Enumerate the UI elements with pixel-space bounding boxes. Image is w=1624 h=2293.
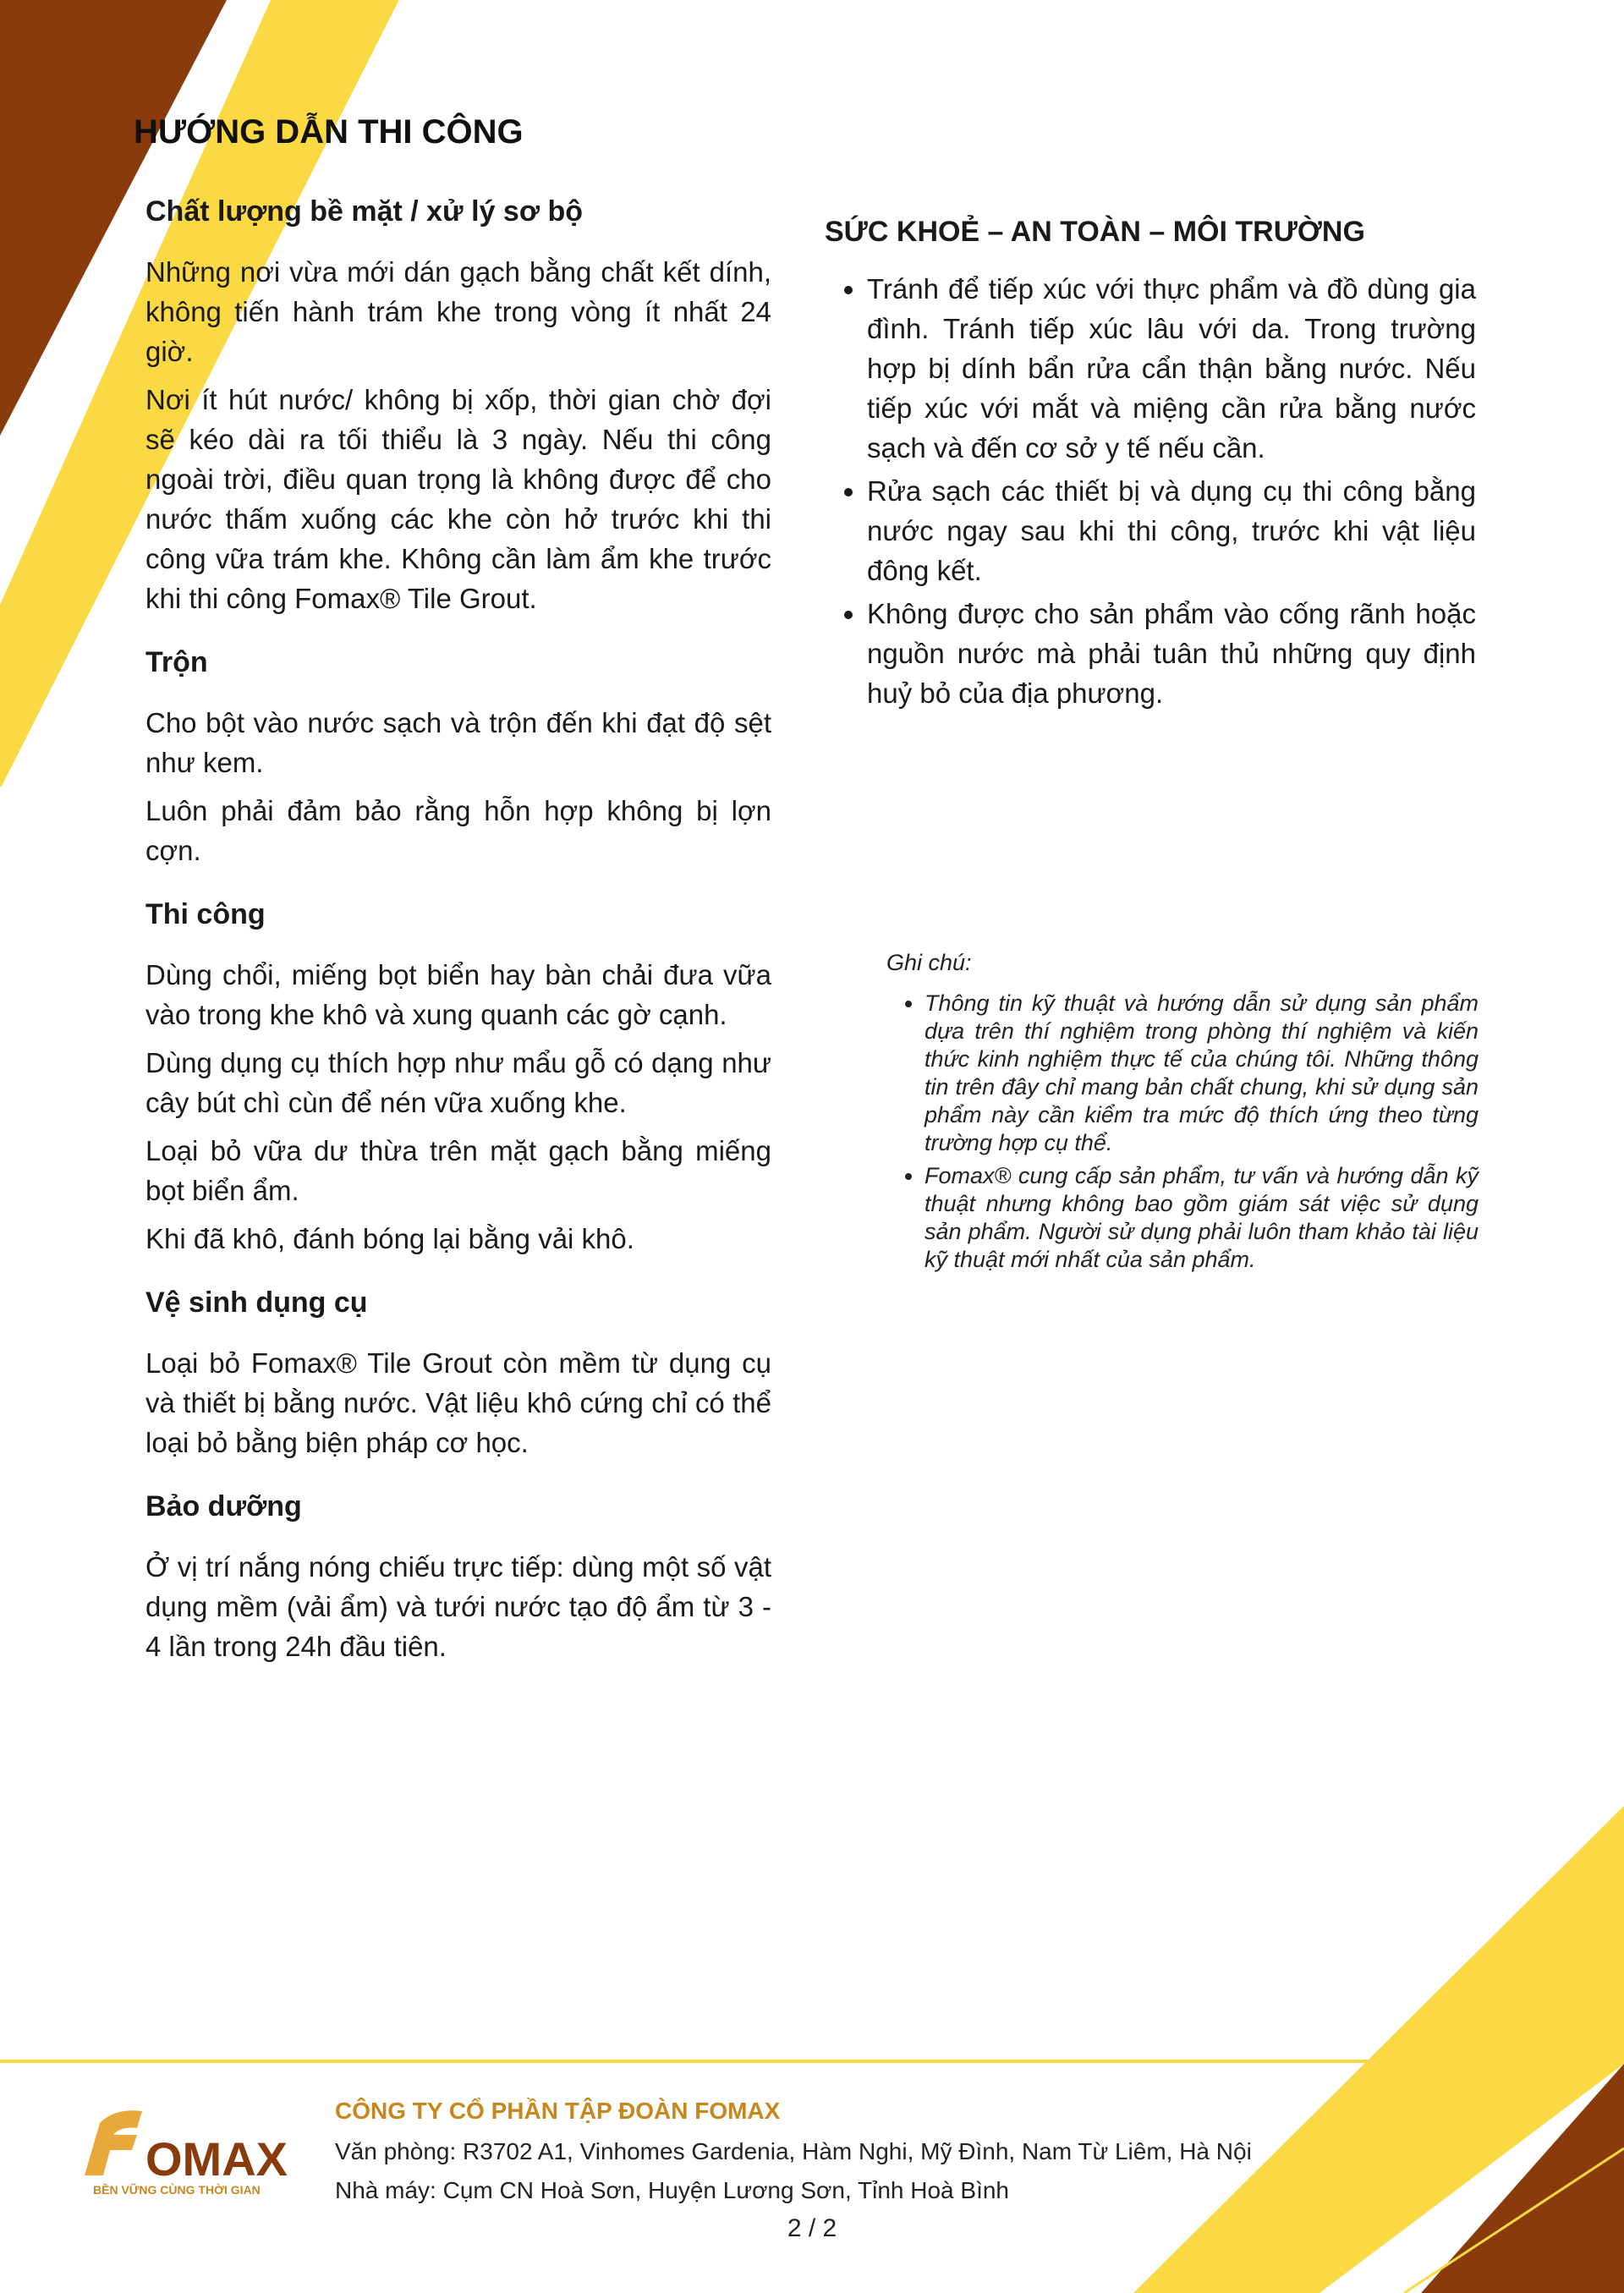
office-address: Văn phòng: R3702 A1, Vinhomes Gardenia, Hàm Nghi, Mỹ Đình, Nam Từ Liêm, Hà Nội <box>335 2138 1252 2164</box>
logo-tagline: BỀN VỮNG CÙNG THỜI GIAN <box>93 2183 261 2197</box>
section-heading: Vệ sinh dụng cụ <box>145 1286 368 1319</box>
section-application <box>145 896 771 1259</box>
safety-item: • Rửa sạch các thiết bị và dụng cụ thi công bằng nước ngay sau khi thi công, trước khi vật liệu đông kết. <box>867 471 1476 590</box>
safety-item: • Không được cho sản phẩm vào cống rãnh hoặc nguồn nước mà phải tuân thủ những quy định huỷ bỏ của địa phương. <box>867 594 1476 713</box>
section-paragraph: Cho bột vào nước sạch và trộn đến khi đạt độ sệt như kem. <box>145 707 771 778</box>
safety-list <box>825 269 1476 713</box>
section-paragraph: Ở vị trí nắng nóng chiếu trực tiếp: dùng một số vật dụng mềm (vải ẩm) và tưới nước tạo độ ẩm từ 3 - 4 lần trong 24h đầu tiên. <box>145 1551 771 1662</box>
logo-f-mark <box>85 2110 142 2175</box>
factory-address: Nhà máy: Cụm CN Hoà Sơn, Huyện Lương Sơn, Tỉnh Hoà Bình <box>335 2177 1010 2203</box>
section-curing <box>145 1488 771 1666</box>
notes-title: Ghi chú: <box>886 950 972 975</box>
note-item: • Fomax® cung cấp sản phẩm, tư vấn và hướng dẫn kỹ thuật nhưng không bao gồm giám sát việc sử dụng sản phẩm. Người sử dụng phải luôn tham khảo tài liệu kỹ thuật mới nhất của sản phẩm. <box>924 1162 1479 1274</box>
section-paragraph: Dùng chổi, miếng bọt biển hay bàn chải đưa vữa vào trong khe khô và xung quanh các gờ cạnh. <box>145 959 771 1030</box>
section-paragraph: Những nơi vừa mới dán gạch bằng chất kết dính, không tiến hành trám khe trong vòng ít nhất 24 giờ. <box>145 256 771 367</box>
section-cleaning <box>145 1284 771 1462</box>
section-paragraph: Khi đã khô, đánh bóng lại bằng vải khô. <box>145 1223 634 1254</box>
notes-block <box>886 947 1479 1279</box>
fomax-logo <box>64 2098 301 2199</box>
section-heading: Trộn <box>145 646 208 678</box>
section-mixing <box>145 644 771 870</box>
safety-item: • Tránh để tiếp xúc với thực phẩm và đồ dùng gia đình. Tránh tiếp xúc lâu với da. Trong trường hợp bị dính bẩn rửa cẩn thận bằng nước. Nếu tiếp xúc với mắt và miệng cần rửa bằng nước sạch và đến cơ sở y tế nếu cần. <box>867 269 1476 468</box>
section-paragraph: Loại bỏ vữa dư thừa trên mặt gạch bằng miếng bọt biển ẩm. <box>145 1135 771 1206</box>
section-paragraph: Nơi ít hút nước/ không bị xốp, thời gian chờ đợi sẽ kéo dài ra tối thiểu là 3 ngày. Nếu thi công ngoài trời, điều quan trọng là không được để cho nước thấm xuống các khe còn hở trước khi thi công vữa trám khe. Không cần làm ẩm khe trước khi thi công Fomax® Tile Grout. <box>145 384 771 614</box>
section-paragraph: Luôn phải đảm bảo rằng hỗn hợp không bị lợn cợn. <box>145 795 771 866</box>
company-name: CÔNG TY CỔ PHẦN TẬP ĐOÀN FOMAX <box>335 2098 781 2124</box>
footer-divider <box>0 2060 1624 2063</box>
section-paragraph: Dùng dụng cụ thích hợp như mẩu gỗ có dạng như cây bút chì cùn để nén vữa xuống khe. <box>145 1047 771 1118</box>
section-heading: Bảo dưỡng <box>145 1490 302 1522</box>
page-title: HƯỚNG DẪN THI CÔNG <box>134 113 524 151</box>
section-heading: Thi công <box>145 898 266 930</box>
page-number: 2 / 2 <box>787 2214 837 2242</box>
right-column <box>825 213 1476 716</box>
section-paragraph: Loại bỏ Fomax® Tile Grout còn mềm từ dụng cụ và thiết bị bằng nước. Vật liệu khô cứng chỉ có thể loại bỏ bằng biện pháp cơ học. <box>145 1347 771 1458</box>
note-item: • Thông tin kỹ thuật và hướng dẫn sử dụng sản phẩm dựa trên thí nghiệm trong phòng thí nghiệm và kiến thức kinh nghiệm thực tế của chúng tôi. Những thông tin trên đây chỉ mang bản chất chung, khi sử dụng sản phẩm này cần kiểm tra mức độ thích ứng theo từng trường hợp cụ thể. <box>924 990 1479 1157</box>
section-surface <box>145 193 771 618</box>
notes-list <box>886 990 1479 1274</box>
section-heading: Chất lượng bề mặt / xử lý sơ bộ <box>145 195 583 228</box>
logo-wordmark: OMAX <box>145 2132 288 2186</box>
left-column <box>145 193 771 1675</box>
safety-heading: SỨC KHOẺ – AN TOÀN – MÔI TRƯỜNG <box>825 216 1365 248</box>
